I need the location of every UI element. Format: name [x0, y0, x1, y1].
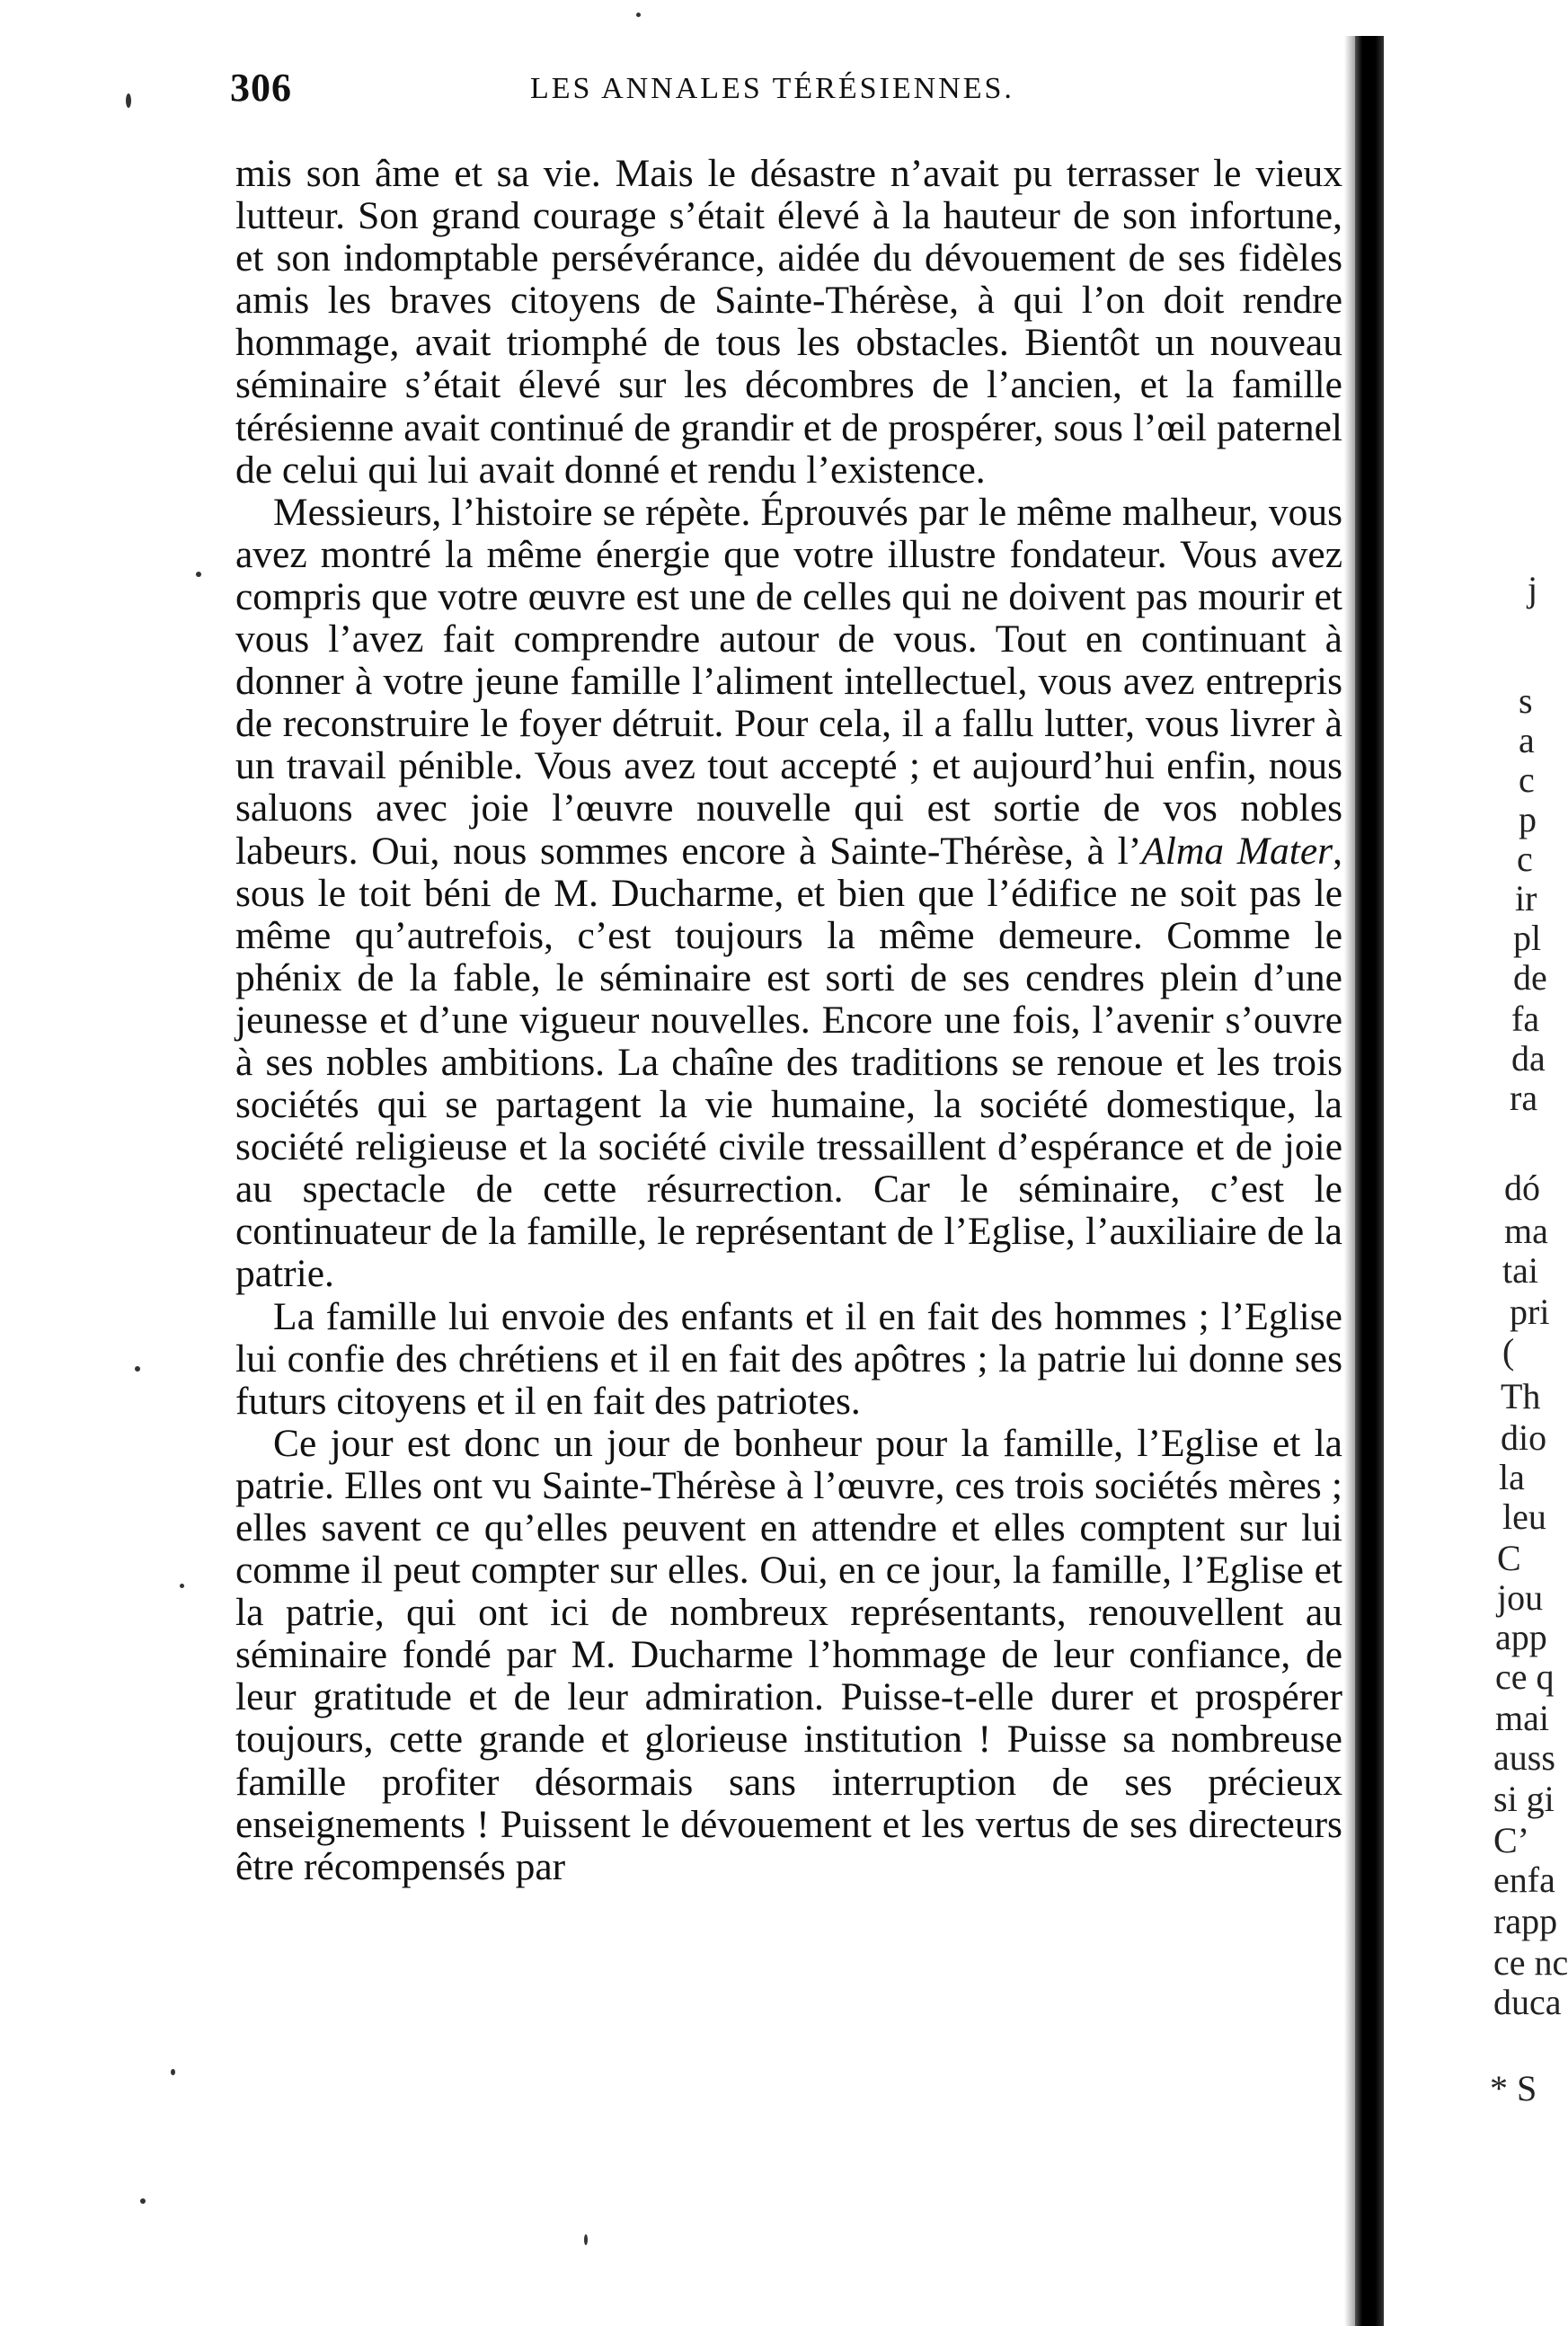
facing-fragment: auss: [1493, 1737, 1555, 1778]
facing-fragment: duca: [1493, 1982, 1562, 2022]
facing-fragment: la: [1499, 1457, 1525, 1497]
facing-fragment: a: [1519, 720, 1535, 760]
binding-gutter: [1355, 36, 1384, 2326]
facing-fragment: s: [1519, 680, 1533, 721]
facing-fragment: C’: [1493, 1820, 1529, 1860]
facing-fragment: dó: [1504, 1167, 1540, 1208]
page-number: 306: [230, 66, 292, 110]
scan-speck: [636, 13, 641, 17]
scan-speck: [196, 572, 201, 577]
paragraph-1-text: mis son âme et sa vie. Mais le désastre n’avait pu terrasser le vieux lutteur. Son grand courage s’était élevé à la hauteur de son infortune, et son indomptable persévérance, aidée du dévouement de ses fidèles amis les braves citoyens de Sainte-Thérèse, à qui l’on doit rendre hommage, avait triomphé de tous les obstacles. Bientôt un nouveau séminaire s’était élevé sur les décombres de l’ancien, et la famille térésienne avait continué de grandir et de prospérer, sous l’œil paternel de celui qui lui avait donné et rendu l’existence.: [235, 152, 1342, 492]
facing-fragment: j: [1528, 569, 1538, 609]
paragraph-1: [235, 153, 1342, 492]
facing-fragment: ce nc: [1493, 1942, 1568, 1983]
facing-fragment: leu: [1502, 1496, 1546, 1537]
paragraph-2-text: Messieurs, l’histoire se répète. Éprouvés par le même malheur, vous avez montré la même énergie que votre illustre fondateur. Vous avez compris que votre œuvre est une de celles qui ne doivent pas mourir et vous l’avez fait comprendre autour de vous. Tout en continuant à donner à votre jeune famille l’aliment intellectuel, vous avez entrepris de reconstruire le foyer détruit. Pour cela, il a fallu lutter, vous livrer à un travail pénible. Vous avez tout accepté ; et aujourd’hui enfin, nous saluons avec joie l’œuvre nouvelle qui est sortie de vos nobles labeurs. Oui, nous sommes encore à Sainte-Thérèse, à l’: [235, 490, 1342, 873]
gutter-edge-shadow: [1344, 36, 1355, 2326]
paragraph-2-text-after: , sous le toit béni de M. Ducharme, et bien que l’édifice ne soit pas le même qu’autrefois, c’est toujours la même demeure. Comme le phénix de la fable, le séminaire est sorti de ses cendres plein d’une jeunesse et d’une vigueur nouvelles. Encore une fois, l’avenir s’ouvre à ses nobles ambitions. La chaîne des traditions se renoue et les trois sociétés qui se partagent la vie humaine, la société domestique, la société religieuse et la société civile tressaillent d’espérance et de joie au spectacle de cette résurrection. Car le séminaire, c’est le continuateur de la famille, le représentant de l’Eglise, l’auxiliaire de la patrie.: [235, 829, 1342, 1296]
scan-speck: [135, 1366, 140, 1372]
scan-speck: [584, 2234, 588, 2245]
facing-fragment: (: [1502, 1331, 1515, 1372]
facing-fragment: da: [1511, 1038, 1546, 1079]
facing-fragment: ce q: [1495, 1656, 1555, 1697]
facing-fragment: mai: [1495, 1698, 1549, 1738]
facing-fragment: p: [1519, 799, 1537, 839]
paragraph-2: [235, 492, 1342, 1296]
running-title: LES ANNALES TÉRÉSIENNES.: [530, 72, 1014, 105]
facing-fragment: enfa: [1493, 1860, 1555, 1900]
paragraph-3: [235, 1296, 1342, 1423]
paragraph-3-text: La famille lui envoie des enfants et il en fait des hommes ; l’Eglise lui confie des chrétiens et il en fait des apôtres ; la patrie lui donne ses futurs citoyens et il en fait des patriotes.: [235, 1294, 1342, 1423]
facing-page-fragments: [1420, 0, 1568, 2326]
scan-speck: [180, 1584, 184, 1588]
facing-fragment: tai: [1502, 1250, 1538, 1291]
text-column: [235, 153, 1342, 1888]
facing-fragment: dio: [1501, 1417, 1547, 1458]
scan-speck: [126, 93, 131, 108]
facing-fragment: c: [1517, 839, 1533, 879]
paragraph-4: [235, 1423, 1342, 1888]
facing-fragment: C: [1497, 1538, 1521, 1578]
facing-fragment: fa: [1511, 999, 1540, 1039]
facing-fragment: ma: [1504, 1211, 1548, 1251]
facing-fragment: * S: [1490, 2068, 1537, 2108]
facing-fragment: de: [1513, 957, 1547, 998]
facing-fragment: c: [1519, 759, 1535, 800]
facing-fragment: jou: [1497, 1577, 1544, 1618]
scan-speck: [171, 2069, 175, 2075]
facing-fragment: pri: [1510, 1292, 1550, 1332]
paragraph-4-text: Ce jour est donc un jour de bonheur pour la famille, l’Eglise et la patrie. Elles ont vu Sainte-Thérèse à l’œuvre, ces trois sociétés mères ; elles savent ce qu’elles peuvent en attendre et elles comptent sur lui comme il peut compter sur elles. Oui, en ce jour, la famille, l’Eglise et la patrie, qui ont ici de nombreux représentants, renouvellent au séminaire fondé par M. Ducharme l’hommage de leur confiance, de leur gratitude et de leur admiration. Puisse-t-elle durer et prospérer toujours, cette grande et glorieuse institution ! Puisse sa nombreuse famille profiter désormais sans interruption de ses précieux enseignements ! Puissent le dévouement et les vertus de ses directeurs être récompensés par: [235, 1421, 1342, 1888]
running-header: [225, 65, 1366, 119]
facing-fragment: ir: [1515, 878, 1537, 919]
alma-mater-italic: Alma Mater: [1141, 829, 1333, 873]
scan-speck: [140, 2198, 146, 2204]
facing-fragment: pl: [1513, 918, 1542, 958]
facing-fragment: rapp: [1493, 1901, 1558, 1941]
facing-fragment: app: [1495, 1617, 1547, 1657]
facing-fragment: Th: [1501, 1376, 1541, 1416]
facing-fragment: ra: [1510, 1078, 1538, 1118]
facing-fragment: si gi: [1493, 1779, 1555, 1819]
